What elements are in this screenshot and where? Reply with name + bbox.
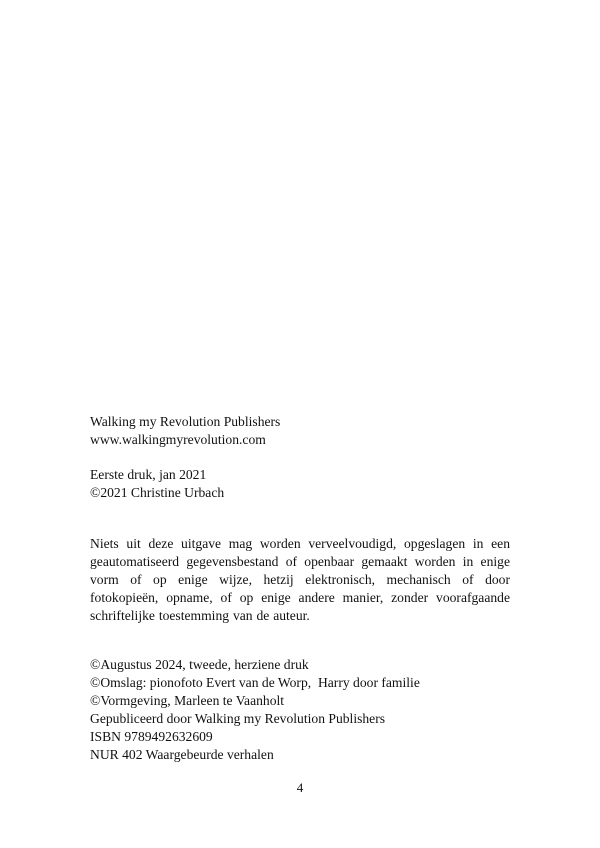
copyright-line: ©2021 Christine Urbach: [90, 485, 225, 500]
first-print-line: Eerste druk, jan 2021: [90, 467, 207, 482]
nur-line: NUR 402 Waargebeurde verhalen: [90, 747, 274, 762]
publisher-website: www.walkingmyrevolution.com: [90, 432, 266, 447]
rights-notice-text: Niets uit deze uitgave mag worden verveelvoudigd, opgeslagen in een geautomatiseerd gegevensbestand of openbaar gemaakt worden in enige vorm of op enige wijze, hetzij elektronisch, mechanisch of door fotokopieën, opname, of op enige andere manier, zonder voorafgaande schriftelijke toestemming van de auteur.: [90, 536, 510, 623]
colophon-line: ©Vormgeving, Marleen te Vaanholt: [90, 693, 285, 708]
rights-notice: [90, 535, 510, 625]
edition-info: [90, 466, 510, 502]
publisher-info: [90, 413, 510, 449]
colophon-line: ©Augustus 2024, tweede, herziene druk: [90, 657, 309, 672]
colophon-line: Gepubliceerd door Walking my Revolution Publishers: [90, 711, 386, 726]
publisher-name: Walking my Revolution Publishers: [90, 414, 281, 429]
colophon: [90, 656, 510, 764]
isbn-line: ISBN 9789492632609: [90, 729, 213, 744]
page-number: 4: [296, 780, 304, 795]
colophon-line: ©Omslag: pionofoto Evert van de Worp, Harry door familie: [90, 675, 420, 690]
